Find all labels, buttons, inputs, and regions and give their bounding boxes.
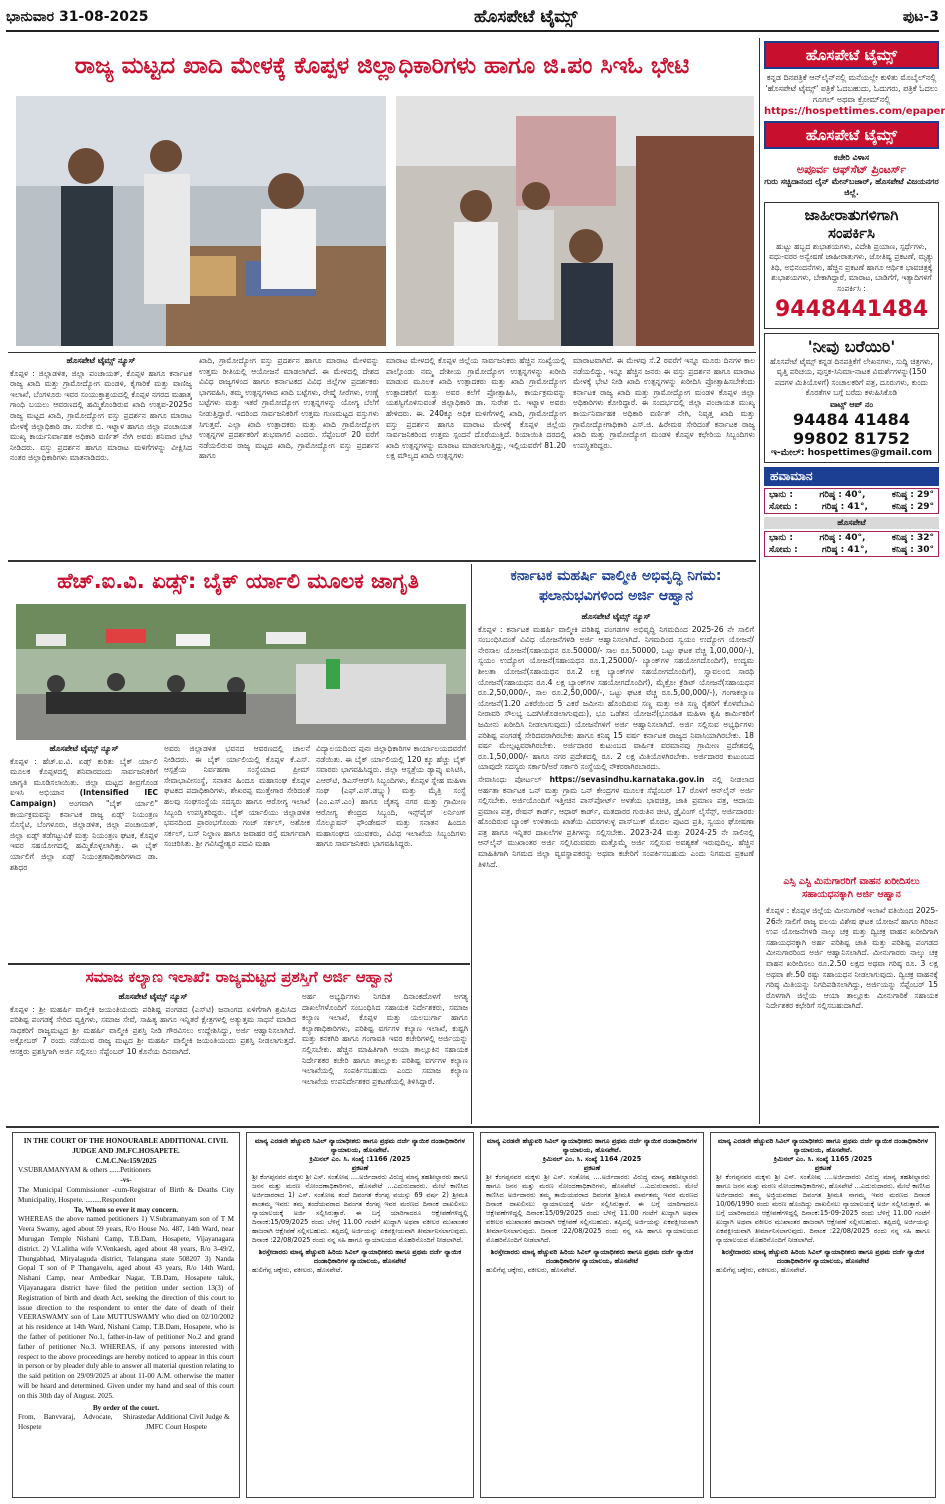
sidebar-ads-text: ಹುಟ್ಟು ಹಬ್ಬದ ಶುಭಾಶಯಗಳು, ವಿದೇಶಿ ಪ್ರಯಾಣ, ಸ್ಪರ್ಧೆಗಳು, ವಧು-ವರರ ಅನ್ವೇಷಣೆ ಜಾಹೀರಾತುಗಳು, ಜೋತಿಷ್ಯ ಪ್ರಕಟಣೆ, ಮೃತ್ಯು ತಿಥಿ, ಅಭಿನಂದನೆಗಳು, ಹೆಚ್ಚಿನ ಪ್ರಕಟಣೆ ಹಾಗೂ ಆರ್ಥಿಕ ಭಾವಚಿತ್ರಕ್ಕೆ ಶುಭಾಶಯಗಳು, ಬೇಕಾಗಿದ್ದಾರೆ, ಮಾರಾಟ, ಬಾಡಿಗೆಗೆ, ಇತ್ಯಾದಿಗಳಿಗೆ ಸಂಪರ್ಕಿಸಿ :	[769, 242, 934, 293]
sidebar-ads-box	[764, 202, 939, 329]
story1-column-1	[10, 356, 192, 556]
sidebar-phone-2[interactable]: 99802 81752	[793, 428, 910, 448]
sidebar-epaper-url[interactable]: https://hospettimes.com/epaper	[764, 106, 945, 117]
story1-column-4	[573, 356, 755, 556]
story3-text-2b: ನಲ್ಲಿ ನೀಡಲಾದ ಅರ್ಹತಾ ಕರ್ನಾಟಕ ಒನ್ ಮತ್ತು ಗ್ರಾಮ ಒನ್ ಕೇಂದ್ರಗಳ ಮೂಲಕ ಸೆಪ್ಟೆಂಬರ್ 17 ರೊಳಗೆ ಆನ್‌ಲೈನ್ ಅರ್ಜಿ ಸಲ್ಲಿಸಬೇಕು. ಅರ್ಜಿಯೊಂದಿಗೆ ಇತ್ತೀಚಿನ ಪಾಸ್‌ಪೋರ್ಟ್ ಅಳತೆಯ ಭಾವಚಿತ್ರ, ಜಾತಿ ಪ್ರಮಾಣ ಪತ್ರ, ಆದಾಯ ಪ್ರಮಾಣ ಪತ್ರ, ರೇಷನ್ ಕಾರ್ಡ್, ಆಧಾರ್ ಕಾರ್ಡ್, ಮತದಾರರ ಗುರುತಿನ ಚೀಟಿ, ಡ್ರೈವಿಂಗ್ ಲೈಸೆನ್ಸ್, ಅರ್ಜಿದಾರರು ಹೊಂದಿರುವ ಬ್ಯಾಂಕ್ ಉಳಿತಾಯ ಖಾತೆಯ ವಿವರಗಳುಳ್ಳ ಪಾಸ್‌ಬುಕ್ ಮೊದಲ ಪುಟದ ಪ್ರತಿ, ಸ್ವಯಂ ಘೋಷಣಾ ಪತ್ರ ಹಾಗೂ ಇನ್ನಿತರ ದಾಖಲೆಗಳ ಪ್ರತಿಗಳನ್ನು ಸಲ್ಲಿಸಬೇಕು. 2023-24 ಮತ್ತು 2024-25 ನೇ ಸಾಲಿನಲ್ಲಿ ಆನ್‌ಲೈನ್ ಮುಖಾಂತರ ಅರ್ಜಿ ಸಲ್ಲಿಸಿರುವವರು ಮತ್ತೊಮ್ಮೆ ಅರ್ಜಿ ಸಲ್ಲಿಸುವ ಅವಶ್ಯಕತೆ ಇರುವುದಿಲ್ಲ. ಹೆಚ್ಚಿನ ಮಾಹಿತಿಗಾಗಿ ನಿಗಮದ ಜಿಲ್ಲಾ ವ್ಯವಸ್ಥಾಪಕರನ್ನು ಅಥವಾ ಕಚೇರಿಗೆ ಸಂಪರ್ಕಿಸಬಹುದು ಎಂದು ನಿಗಮದ ಪ್ರಕಟಣೆ ತಿಳಿಸಿದೆ.	[478, 774, 754, 869]
notice-court-name: ಮಾನ್ಯ ಎರಡನೇ ಹೆಚ್ಚುವರಿ ಸಿವಿಲ್ ನ್ಯಾಯಾಧೀಶರು ಹಾಗೂ ಪ್ರಥಮ ದರ್ಜೆ ನ್ಯಾಯಿಕ ದಂಡಾಧಿಕಾರಿಗಳ ನ್ಯಾಯಾಲಯ, ಹೊಸಪೇಟೆ.	[254, 1137, 466, 1154]
notice-case-number: ಕ್ರಿಮಿನಲ್ ಎಂ. ಸಿ. ಸಂಖ್ಯೆ :1166 /2025	[309, 1155, 411, 1163]
sidebar	[764, 38, 945, 1123]
story3-body	[478, 612, 754, 1120]
kannada-notice-3	[710, 1132, 936, 1498]
weather-row	[765, 501, 938, 513]
story3-portal-label: ಸೇವಾಸಿಂಧು ಪೋರ್ಟಲ್	[478, 774, 542, 784]
notices-divider	[6, 1126, 939, 1128]
story4-text-1: ಕೊಪ್ಪಳ : ಶ್ರೀ ಮಹರ್ಷಿ ವಾಲ್ಮೀಕಿ ಜಯಂತಿಯಂದು ಪರಿಶಿಷ್ಟ ಪಂಗಡದ (ಎಸ್‌ಟಿ) ಜನಾಂಗದ ಏಳಿಗೆಗಾಗಿ ಶ್ರಮಿಸಿದ ಪರಿಶಿಷ್ಟ ಪಂಗಡಕ್ಕೆ ಸೇರಿದ ವ್ಯಕ್ತಿಗಳು, ಸಮಾಜ ಸೇವೆ, ಸಾಹಿತ್ಯ ಹಾಗೂ ಇನ್ನಿತರೆ ಕ್ಷೇತ್ರಗಳಲ್ಲಿ ಅತ್ಯುತ್ತಮ ಸಾಧನೆ ಮಾಡಿದ ಸಾಧಕರಿಗೆ ರಾಜ್ಯಮಟ್ಟದ ಶ್ರೀ ಮಹರ್ಷಿ ವಾಲ್ಮೀಕಿ ಪ್ರಶಸ್ತಿ ನೀಡಿ ಗೌರವಿಸಲು ಉದ್ದೇಶಿಸಿದ್ದು, ಅರ್ಜಿ ಆಹ್ವಾನಿಸಲಾಗಿದೆ. ಅಕ್ಟೋಬರ್ 7 ರಂದು ನಡೆಯುವ ರಾಜ್ಯ ಮಟ್ಟದ ಶ್ರೀ ಮಹರ್ಷಿ ವಾಲ್ಮೀಕಿ ಜಯಂತಿಯಂದು ಪ್ರಶಸ್ತಿ ನೀಡಲಾಗುತ್ತದೆ. ಆಸಕ್ತರು ಪ್ರಶಸ್ತಿಗಾಗಿ ಅರ್ಜಿ ಸಲ್ಲಿಸಲು ಸೆಪ್ಟೆಂಬರ್ 10 ಕೊನೆಯ ದಿನವಾಗಿದೆ.	[10, 1004, 296, 1056]
story3-portal-link[interactable]: https://sevasindhu.karnataka.gov.in	[549, 774, 705, 784]
kannada-notice-1	[246, 1132, 474, 1498]
story3-text-2	[478, 775, 754, 870]
notice-body: ಶ್ರೀ ಕೆಂಗಪ್ಪನವರ ಮಕ್ಕಳು ಶ್ರೀ ಎಸ್. ಸಂತೋಷ ....ಅರ್ಜಿದಾರರು ವಿರುದ್ಧ ಮಾನ್ಯ ತಹಶೀಲ್ದಾರರು ಹಾಗೂ ಜನನ ಮತ್ತು ಮರಣ ನೋಂದಣಾಧಿಕಾರಿಗಳು, ಹೊಸಪೇಟೆ ...ಎದುರುದಾರರು. ಮೇಲೆ ಕಾಣಿಸಿದ ಅರ್ಜಿದಾರರು ತಮ್ಮ ತಾಯಿಯವರಾದ ದಿವಂಗತ ಶ್ರೀಮತಿ ಪಾರ್ವತಮ್ಮ ಇವರ ಮರಣದ ದಿನಾಂಕ ದಾಖಲಿಸಲು ನ್ಯಾಯಾಲಯಕ್ಕೆ ಅರ್ಜಿ ಸಲ್ಲಿಸಿರುತ್ತಾರೆ. ಈ ಬಗ್ಗೆ ಯಾರಿಗಾದರೂ ಆಕ್ಷೇಪಣೆಗಳಿದ್ದಲ್ಲಿ ದಿನಾಂಕ:15/09/2025 ರಂದು ಬೆಳಿಗ್ಗೆ 11.00 ಗಂಟೆಗೆ ಖುದ್ದಾಗಿ ಅಥವಾ ವಕೀಲರ ಮುಖಾಂತರ ಹಾಜರಾಗಿ ಆಕ್ಷೇಪಣೆ ಸಲ್ಲಿಸಬಹುದು. ತಪ್ಪಿದಲ್ಲಿ ಅರ್ಜಿಯನ್ನು ಏಕಪಕ್ಷೀಯವಾಗಿ ತೀರ್ಮಾನಿಸಲಾಗುವುದು. ದಿನಾಂಕ :22/08/2025 ರಂದು ನನ್ನ ಸಹಿ ಹಾಗೂ ನ್ಯಾಯಾಲಯದ ಮೊಹರಿನೊಂದಿಗೆ ನೀಡಲಾಗಿದೆ.	[486, 1173, 698, 1244]
paper-name: ಹೊಸಪೇಟೆ ಟೈಮ್ಸ್	[473, 7, 578, 27]
sidebar-press-name: ಅಪೂರ್ವ ಆಫ್‌ಸೆಟ್ ಪ್ರಿಂಟರ್ಸ್	[796, 163, 907, 176]
notice-court-name: ಮಾನ್ಯ ಎರಡನೇ ಹೆಚ್ಚುವರಿ ಸಿವಿಲ್ ನ್ಯಾಯಾಧೀಶರು ಹಾಗೂ ಪ್ರಥಮ ದರ್ಜೆ ನ್ಯಾಯಿಕ ದಂಡಾಧಿಕಾರಿಗಳ ನ್ಯಾಯಾಲಯ, ಹೊಸಪೇಟೆ.	[486, 1137, 698, 1154]
kannada-notice-2	[480, 1132, 704, 1498]
notice-case-number: ಕ್ರಿಮಿನಲ್ ಎಂ. ಸಿ. ಸಂಖ್ಯೆ 1165 /2025	[773, 1155, 873, 1163]
weather-row	[765, 544, 938, 556]
story5-text: ಕೊಪ್ಪಳ : ಕೊಪ್ಪಳ ಜಿಲ್ಲೆಯ ಮೀನುಗಾರಿಕೆ ಇಲಾಖೆ ವತಿಯಿಂದ 2025-26ನೇ ಸಾಲಿಗೆ ರಾಜ್ಯ ವಲಯ ವಿಶೇಷ ಘಟಕ ಯೋಜನೆ ಹಾಗೂ ಗಿರಿಜನ ಉಪ ಯೋಜನೆಗಳಡಿ ನಾಲ್ಕು ಚಕ್ರ ಮತ್ತು ದ್ವಿಚಕ್ರ ವಾಹನ ಖರೀದಿಗಾಗಿ ಸಹಾಯಧನಕ್ಕಾಗಿ ಅರ್ಹ ಪರಿಶಿಷ್ಟ ಜಾತಿ ಮತ್ತು ಪರಿಶಿಷ್ಟ ಪಂಗಡದ ಮೀನುಗಾರರಿಂದ ಅರ್ಜಿ ಆಹ್ವಾನಿಸಲಾಗಿದೆ. ಮೀನುಗಾರರು ನಾಲ್ಕು ಚಕ್ರ ವಾಹನ ಖರೀದಿಸಲು ರೂ.2.50 ಲಕ್ಷದ ಅಥವಾ ಗರಿಷ್ಠ ರೂ. 3 ಲಕ್ಷ ಅಥವಾ ಶೇ.50 ರಷ್ಟು ಸಹಾಯಧನ ನೀಡಲಾಗುವುದು. ದ್ವಿಚಕ್ರ ವಾಹನಕ್ಕೆ ಗರಿಷ್ಠ ಮಿತಿಯನ್ನು ನಿಗದಿಪಡಿಸಲಾಗಿದ್ದು, ಅರ್ಜಿಯನ್ನು ಸೆಪ್ಟೆಂಬರ್ 15 ರೊಳಗಾಗಿ ಜಿಲ್ಲೆಯ ಆಯಾ ತಾಲ್ಲೂಕು ಮೀನುಗಾರಿಕೆ ಸಹಾಯಕ ನಿರ್ದೇಶಕರ ಕಛೇರಿಗೆ ಸಲ್ಲಿಸಬಹುದಾಗಿದೆ.	[766, 906, 938, 1011]
court-notice-to-whom: To, Whom so ever it may concern.	[73, 1205, 179, 1214]
sidebar-banner-2: ಹೊಸಪೇಟೆ ಟೈಮ್ಸ್	[764, 121, 939, 149]
story4-byline: ಹೊಸಪೇಟೆ ಟೈಮ್ಸ್ ನ್ಯೂಸ್	[118, 992, 188, 1001]
story2-photo-image	[16, 604, 466, 740]
story2-text-1	[10, 757, 158, 874]
weather-day: ಭಾನು :	[769, 532, 793, 543]
sidebar-banner-1: ಹೊಸಪೇಟೆ ಟೈಮ್ಸ್	[764, 41, 939, 69]
page-number: ಪುಟ-3	[902, 9, 939, 25]
story1-text-1: ಕೊಪ್ಪಳ : ಜಿಲ್ಲಾಡಳಿತ, ಜಿಲ್ಲಾ ಪಂಚಾಯತ್, ಕೊಪ್ಪಳ ಹಾಗೂ ಕರ್ನಾಟಕ ರಾಜ್ಯ ಖಾದಿ ಮತ್ತು ಗ್ರಾಮೋದ್ಯೋಗ ಮಂಡಳಿ, ಕೈಗಾರಿಕೆ ಮತ್ತು ವಾಣಿಜ್ಯ ಇಲಾಖೆ, ಬೆಂಗಳೂರು ಇವರ ಸಂಯುಕ್ತಾಶ್ರಯದಲ್ಲಿ ಕೊಪ್ಪಳ ನಗರದ ಮಹಾತ್ಮ ಗಾಂಧಿ ಬಯಲು ಆವರಣದಲ್ಲಿ ಹಮ್ಮಿಕೊಂಡಿರುವ ಖಾದಿ ಉತ್ಸವ-2025ರ ರಾಜ್ಯ ಮಟ್ಟದ ಖಾದಿ, ಗ್ರಾಮೋದ್ಯೋಗ ವಸ್ತು ಪ್ರದರ್ಶನ ಹಾಗೂ ಮಾರಾಟ ಮೇಳಕ್ಕೆ ಜಿಲ್ಲಾಧಿಕಾರಿ ಡಾ. ಸುರೇಶ ಬಿ. ಇಟ್ನಾಳ ಹಾಗೂ ಜಿಲ್ಲಾ ಪಂಚಾಯತ ಮುಖ್ಯ ಕಾರ್ಯನಿರ್ವಾಹಕ ಅಧಿಕಾರಿ ವರ್ಣಿತ್ ನೇಗಿ ಅವರು ಶನಿವಾರ ಭೇಟಿ ನೀಡಿದರು. ವಸ್ತು ಪ್ರದರ್ಶನ ಹಾಗೂ ಮಾರಾಟ ಮಳಿಗೆಗಳನ್ನು ವೀಕ್ಷಿಸಿದ ನಂತರ ಜಿಲ್ಲಾಧಿಕಾರಿಗಳು ಮಾತನಾಡಿದರು.	[10, 368, 192, 463]
weather-block-1	[764, 488, 939, 514]
weather-min: ಕನಿಷ್ಠ : 29°	[891, 489, 934, 500]
issue-date: ಭಾನುವಾರ 31-08-2025	[6, 9, 149, 25]
story4-text-2: ಅರ್ಹ ಅಭ್ಯರ್ಥಿಗಳು ನಿಗದಿತ ದಿನಾಂಕದೊಳಗೆ ಅಗತ್ಯ ದಾಖಲೆಗಳೊಂದಿಗೆ ಸಂಬಂಧಿಸಿದ ಸಹಾಯಕ ನಿರ್ದೇಶಕರು, ಸಮಾಜ ಕಲ್ಯಾಣ ಇಲಾಖೆ, ಕೊಪ್ಪಳ ಮತ್ತು ಯಲಬುರ್ಗಾ ಹಾಗೂ ಕಲ್ಯಾಣಾಧಿಕಾರಿಗಳು, ಪರಿಶಿಷ್ಟ ವರ್ಗಗಳ ಕಲ್ಯಾಣ ಇಲಾಖೆ, ಕುಷ್ಟಗಿ ಮತ್ತು ಕನಕಗಿರಿ ಹಾಗೂ ಗಂಗಾವತಿ ಇವರ ಕಚೇರಿಗಳಲ್ಲಿ ಅರ್ಜಿಯನ್ನು ಸಲ್ಲಿಸಬೇಕು. ಹೆಚ್ಚಿನ ಮಾಹಿತಿಗಾಗಿ ಆಯಾ ತಾಲ್ಲೂಕಿನ ಸಹಾಯಕ ನಿರ್ದೇಶಕರ ಕಚೇರಿ ಹಾಗೂ ತಾಲ್ಲೂಕು ಪರಿಶಿಷ್ಟ ವರ್ಗಗಳ ಕಲ್ಯಾಣ ಇಲಾಖೆಯಲ್ಲಿ ಸಂಪರ್ಕಿಸಬಹುದು ಎಂದು ಸಮಾಜ ಕಲ್ಯಾಣ ಇಲಾಖೆಯ ಉಪನಿರ್ದೇಶಕರ ಪ್ರಕಟಣೆಯಲ್ಲಿ ತಿಳಿಸಿದ್ದಾರೆ.	[302, 992, 468, 1086]
story1-photo-right	[396, 96, 754, 346]
court-notice-case-number: C.M.C.No:159/2025	[95, 1156, 157, 1165]
notice-from: ಹುಲಿಗೆಪ್ಪ ಚಕ್ಕೇರು, ವಕೀಲರು, ಹೊಸಪೇಟೆ.	[716, 1266, 807, 1274]
story2-text-3: ವಿದ್ಯಾಲಯದಿಂದ ಪುನಃ ಜಿಲ್ಲಾಧಿಕಾರಿಗಳ ಕಾರ್ಯಾಲಯದವರೆಗೆ ನಡೆಯಿತು. ಈ ಬೈಕ್ ರ್ಯಾಲಿಯಲ್ಲಿ 120 ಕ್ಕೂ ಹೆಚ್ಚು ಬೈಕ್ ಸವಾರರು ಭಾಗವಹಿಸಿದ್ದರು. ಜಿಲ್ಲಾ ಆಸ್ಪತ್ರೆಯ ಡ್ಯಾಪ್ಕು ಐಸಿಟಿಸಿ, ಎಆರ್‌ಟಿ, ಡಿಎಸ್‌ಆರ್‌ಸಿ ಸಿಬ್ಬಂದಿಗಳು, ಕೊಪ್ಪಳ ಸ್ನೇಹ ಮಹಿಳಾ ಸಂಘ (ಎಫ್.ಎಸ್.ಡಬ್ಲ್ಯು) ಮತ್ತು ಮೈತ್ರಿ ಸಂಸ್ಥೆ (ಎಂ.ಎಸ್.ಎಂ) ಹಾಗೂ ಚೈತನ್ಯ ನಗರ ಮತ್ತು ಗ್ರಾಮೀಣ ಆರೋಗ್ಯ ಕೇಂದ್ರದ ಸಿಬ್ಬಂದಿ, ಇನ್ಸ್‌ಪೈರ್ ಲರ್ನಿಂಗ್ ಸೊಲ್ಯೂಷನ್ ಫೌಂಡೇಷನ್ ಮತ್ತು ಸನಾತನ ಹಿಂದೂ ಮಹಾಸಂಘದ ಯುವಕರು, ವಿವಿಧ ಇಲಾಖೆಯ ಸಿಬ್ಬಂದಿಗಳು ಹಾಗೂ ಸಾರ್ವಜನಿಕರು ಭಾಗವಹಿಸಿದ್ದರು.	[316, 744, 466, 849]
story2-story3-divider	[471, 564, 472, 1124]
weather-title: ಹವಾಮಾನ	[764, 467, 939, 486]
story1-text-4: ಮಾರಾಟವಾಗಿವೆ. ಈ ಮೇಳವು ಸೆ.2 ರವರೆಗೆ ಇನ್ನೂ ಮೂರು ದಿನಗಳ ಕಾಲ ನಡೆಯಲಿದ್ದು, ಇನ್ನೂ ಹೆಚ್ಚಿನ ಜನರು ಈ ವಸ್ತು ಪ್ರದರ್ಶನ ಹಾಗೂ ಮಾರಾಟ ಮೇಳಕ್ಕೆ ಭೇಟಿ ನೀಡಿ ಖಾದಿ ಉತ್ಪನ್ನಗಳನ್ನು ಖರೀದಿಸಿ ಪ್ರೋತ್ಸಾಹಿಸಬೇಕೆಂದು ಕರ್ನಾಟಕ ರಾಜ್ಯ ಖಾದಿ ಮತ್ತು ಗ್ರಾಮೋದ್ಯೋಗ ಮಂಡಳಿ ಕೊಪ್ಪಳ ಜಿಲ್ಲಾ ಅಧಿಕಾರಿಗಳು ಕೋರಿದ್ದಾರೆ. ಈ ಸಂದರ್ಭದಲ್ಲಿ ಜಿಲ್ಲಾ ಪಂಚಾಯತ ಮುಖ್ಯ ಕಾರ್ಯನಿರ್ವಾಹಕ ಅಧಿಕಾರಿ ವರ್ಣಿತ್ ನೇಗಿ, ನಿವೃತ್ತ ಖಾದಿ ಮತ್ತು ಗ್ರಾಮೋದ್ಯೋಗಾಧಿಕಾರಿ ಎಸ್.ಜಿ. ಹಿರೇಮಠ ಸೇರಿದಂತೆ ಕರ್ನಾಟಕ ರಾಜ್ಯ ಖಾದಿ ಮತ್ತು ಗ್ರಾಮೋದ್ಯೋಗ ಮಂಡಳಿ ಕೊಪ್ಪಳ ಕಛೇರಿಯ ಸಿಬ್ಬಂದಿಗಳು ಉಪಸ್ಥಿತರಿದ್ದರು.	[573, 356, 755, 450]
sidebar-neevu-title: 'ನೀವು ಬರೆಯಿರಿ'	[807, 337, 896, 357]
story1-rule	[8, 352, 756, 353]
story4-headline: ಸಮಾಜ ಕಲ್ಯಾಣ ಇಲಾಖೆ: ರಾಜ್ಯಮಟ್ಟದ ಪ್ರಶಸ್ತಿಗೆ ಅರ್ಜಿ ಆಹ್ವಾನ	[85, 968, 393, 986]
notice-from: ಹುಲಿಗೆಪ್ಪ ಚಕ್ಕೇರು, ವಕೀಲರು, ಹೊಸಪೇಟೆ.	[486, 1266, 577, 1274]
sidebar-neevu-text: ಹೊಸಪೇಟೆ ಟೈಮ್ಸ್ ಕನ್ನಡ ದಿನಪತ್ರಿಕೆಗೆ ಲೇಖನಗಳು, ಸುದ್ದಿ ಚಿತ್ರಗಳು, ವೃತ್ತಿ ಪರಿಚಯ, ಪುಸ್ತಕ-ಸಿನಿಮಾ-ನಾಟಕ ವಿಮರ್ಶೆಗಳನ್ನು(150 ಪದಗಳ ಮಿತಿಯೊಳಗೆ) ಸಂಚಾಲಕರಿಗೆ ಪತ್ರ, ದೂರುಗಳು, ಕುಂದು ಕೊರತೆಗಳ ಬಗ್ಗೆ ಬರೆದು ಕಳುಹಿಸಿಕೊಡಿ	[770, 357, 933, 398]
story5-headline: ಎಸ್ಸಿ ಎಸ್ಟಿ ಮಿನುಗಾರರಿಗೆ ವಾಹನ ಖರೀದಿಸಲು ಸಹಾಯಧನಕ್ಕಾಗಿ ಅರ್ಜಿ ಆಹ್ವಾನ	[783, 876, 920, 900]
story1-text-2: ಖಾದಿ, ಗ್ರಾಮೋದ್ಯೋಗ ವಸ್ತು ಪ್ರದರ್ಶನ ಹಾಗೂ ಮಾರಾಟ ಮೇಳವನ್ನು ಉತ್ತಮ ರೀತಿಯಲ್ಲಿ ಆಯೋಜನೆ ಮಾಡಲಾಗಿದೆ. ಈ ಮೇಳದಲ್ಲಿ ದೇಶದ ವಿವಿಧ ರಾಜ್ಯಗಳಿಂದ ಹಾಗೂ ಕರ್ನಾಟಕದ ವಿವಿಧ ಜಿಲ್ಲೆಗಳ ಪ್ರದರ್ಶಕರು ಭಾಗವಹಿಸಿ, ತಮ್ಮ ಉತ್ಪನ್ನಗಳಾದ ಖಾದಿ ಬಟ್ಟೆಗಳು, ರೇಷ್ಮೆ ಸೀರೆಗಳು, ಉಣ್ಣೆ ಬಟ್ಟೆಗಳು ಮತ್ತು ಇತರೆ ಗ್ರಾಮೋದ್ಯೋಗ ಉತ್ಪನ್ನಗಳನ್ನು ಯೋಗ್ಯ ಬೆಲೆಗೆ ನೀಡುತ್ತಿದ್ದಾರೆ. ಇದರಿಂದ ಸಾರ್ವಜನಿಕರಿಗೆ ಉತ್ತಮ ಗುಣಮಟ್ಟದ ವಸ್ತುಗಳು ಸಿಗುತ್ತವೆ. ಎಲ್ಲಾ ಖಾದಿ ಉತ್ಪಾದಕರು ಮತ್ತು ಖಾದಿ ಗ್ರಾಮೋದ್ಯೋಗ ಉತ್ಪನ್ನಗಳ ಪ್ರದರ್ಶಕರಿಗೆ ಶುಭವಾಗಲಿ ಎಂದರು. ಸೆಪ್ಟೆಂಬರ್ 20 ವರೆಗೆ ನಡೆಯಲಿರುವ ರಾಜ್ಯ ಮಟ್ಟದ ಖಾದಿ, ಗ್ರಾಮೋದ್ಯೋಗ ವಸ್ತು ಪ್ರದರ್ಶನ ಹಾಗೂ	[199, 356, 379, 461]
sidebar-epaper-intro: ಕನ್ನಡ ದಿನಪತ್ರಿಕೆ ಆನ್‌ಲೈನ್‌ನಲ್ಲಿ ಮನೆಯಲ್ಲೇ ಕುಳಿತು ಮೊಬೈಲ್‌ನಲ್ಲಿ 'ಹೊಸಪೇಟೆ ಟೈಮ್ಸ್' ಪತ್ರಿಕೆ ಓದಬಹುದು, ಓದುಗರು, ಪತ್ರಿಕೆ ಓದಲು ಗೂಗಲ್ ಅಥವಾ ಕ್ರೋಮ್‌ನಲ್ಲಿ	[765, 73, 938, 104]
story1-column-2	[199, 356, 379, 556]
story1-column-3	[386, 356, 566, 556]
weather-day: ಸೋಮ :	[769, 544, 798, 555]
notice-body: ಶ್ರೀ ಕೆಂಗಪ್ಪನವರ ಮಕ್ಕಳು ಶ್ರೀ ಎಸ್. ಸಂತೋಷ ....ಅರ್ಜಿದಾರರು ವಿರುದ್ಧ ಮಾನ್ಯ ತಹಶೀಲ್ದಾರರು ಹಾಗೂ ಜನನ ಮತ್ತು ಮರಣ ನೋಂದಣಾಧಿಕಾರಿಗಳು, ಹೊಸಪೇಟೆ ...ಎದುರುದಾರರು. ಮೇಲೆ ಕಾಣಿಸಿದ ಅರ್ಜಿದಾರರಾದ 1) ಎಸ್. ಸಂತೋಷ ತಂದೆ ದಿವಂಗತ ಕೆಂಗಪ್ಪ ವಯಸ್ಸು 69 ವರ್ಷ 2) ಶ್ರೀಮತಿ ಶಾಂತಮ್ಮ ಇವರು ತಮ್ಮ ತಂದೆಯವರಾದ ದಿವಂಗತ ಕೆಂಗಪ್ಪ ಇವರ ಮರಣದ ದಿನಾಂಕ ದಾಖಲಿಸಲು ನ್ಯಾಯಾಲಯಕ್ಕೆ ಅರ್ಜಿ ಸಲ್ಲಿಸಿರುತ್ತಾರೆ. ಈ ಬಗ್ಗೆ ಯಾರಿಗಾದರೂ ಆಕ್ಷೇಪಣೆಗಳಿದ್ದಲ್ಲಿ ದಿನಾಂಕ:15/09/2025 ರಂದು ಬೆಳಿಗ್ಗೆ 11.00 ಗಂಟೆಗೆ ಖುದ್ದಾಗಿ ಅಥವಾ ವಕೀಲರ ಮುಖಾಂತರ ಹಾಜರಾಗಿ ಆಕ್ಷೇಪಣೆ ಸಲ್ಲಿಸಬಹುದು. ತಪ್ಪಿದಲ್ಲಿ ಅರ್ಜಿಯನ್ನು ಏಕಪಕ್ಷೀಯವಾಗಿ ತೀರ್ಮಾನಿಸಲಾಗುವುದು. ದಿನಾಂಕ :22/08/2025 ರಂದು ನನ್ನ ಸಹಿ ಹಾಗೂ ನ್ಯಾಯಾಲಯದ ಮೊಹರಿನೊಂದಿಗೆ ನೀಡಲಾಗಿದೆ.	[252, 1173, 468, 1244]
weather-max: ಗರಿಷ್ಠ : 41°,	[821, 501, 868, 512]
notice-tagline: ಪ್ರಕಟಣೆ	[814, 1164, 832, 1172]
weather-row	[765, 532, 938, 544]
court-notice-body: WHEREAS the above named petitioners 1) V.Subramanyam son of T M Veera Swamy, aged about 59 years, R/o House No. 487, 14th Ward, near Murugan Temple Nishani Camp, T.B.Dam, Hosapete, Vijayanagara district. 2) V.Lalitha wife V.Venkaesh, aged about 48 years, R/o 3-49/2, Thungabhad, Miryalaguda district, Telangana state 508207 3) Nanda Gopal T son of P Thangavelu, aged about 43 years, R/o 14th Ward, Nishani Camp, near Ambedkar Nagar, T.B.Dam, Hosapete taluk, Vijayanagara district have filed the petition under section 13(3) of Registration of birth and death Act, seeking the direction of this court to issue direction to the respondent to enter the date of death of their VEERASWAMY son of Late MUTTUSWAMY who died on 02/10/2002 at his residence at 14th Ward, Nishani Camp, T.B.Dam, Hosapete, who is the father of petitioner No.1, father-in-law of petitioner No.2 and grand father of petitioner No.3. WHEREAS, if any persons interested with respect to the above proceedings are hereby noticed to appear in this court in person or by pleader duly able to answer all material question relating to the said petition on 29/09/2025 at about 11-00 A.M. otherwise the matter will be heard and determined. Given under my hand and seal of this court on this 30th day of August. 2025.	[18, 1215, 234, 1400]
story1-photo-right-image	[396, 96, 754, 346]
sidebar-ads-phone[interactable]: 9448441484	[774, 297, 929, 323]
story2-byline: ಹೊಸಪೇಟೆ ಟೈಮ್ಸ್ ನ್ಯೂಸ್	[49, 744, 119, 753]
sidebar-ads-contact: ಸಂಪರ್ಕಿಸಿ	[828, 224, 875, 242]
story1-byline: ಹೊಸಪೇಟೆ ಟೈಮ್ಸ್ ನ್ಯೂಸ್	[66, 356, 136, 365]
story2-column-1	[10, 744, 158, 960]
weather-row	[765, 489, 938, 501]
court-notice-shirastedar: Shirastedar Additional Civil Judge & JMFC Court Hospete	[122, 1413, 230, 1432]
court-notice-petitioner: V.SUBRAMANYAM & others ......Petitioners	[18, 1166, 151, 1175]
weather-max: ಗರಿಷ್ಠ : 40°,	[819, 489, 866, 500]
story3-text-1: ಕೊಪ್ಪಳ : ಕರ್ನಾಟಕ ಮಹರ್ಷಿ ವಾಲ್ಮೀಕಿ ಪರಿಶಿಷ್ಟ ಪಂಗಡಗಳ ಅಭಿವೃದ್ಧಿ ನಿಗಮದಿಂದ 2025-26 ನೇ ಸಾಲಿಗೆ ಸಂಬಂಧಿಸಿದಂತೆ ವಿವಿಧ ಯೋಜನೆಗಳಡಿ ಅರ್ಜಿ ಆಹ್ವಾನಿಸಲಾಗಿದೆ. ನಿಗಮದಿಂದ ಸ್ವಯಂ ಉದ್ಯೋಗ ಯೋಜನೆ/ನೇರಸಾಲ ಯೋಜನೆ(ಸಹಾಯಧನ ರೂ.50000/- ಸಾಲ ರೂ.50000, ಒಟ್ಟು ಘಟಕ ವೆಚ್ಚ 1,00,000/-), ಸ್ವಯಂ ಉದ್ಯೋಗ ಯೋಜನೆ(ಸಹಾಯಧನ ರೂ.1,25000/- ಬ್ಯಾಂಕ್‌ಗಳ ಸಹಯೋಗದೊಂದಿಗೆ), ಉದ್ಯಮ ಶೀಲತಾ ಯೋಜನೆ(ಸಹಾಯಧನ ರೂ.2 ಲಕ್ಷ ಬ್ಯಾಂಕ್‌ಗಳ ಸಹಯೋಗದೊಂದಿಗೆ), ಸ್ವಾವಲಂಬಿ ಸಾರಥಿ ಯೋಜನೆ(ಸಹಾಯಧನ ರೂ.4 ಲಕ್ಷ ಬ್ಯಾಂಕ್‌ಗಳ ಸಹಯೋಗದೊಂದಿಗೆ), ಮೈಕ್ರೋ ಕ್ರೆಡಿಟ್ ಯೋಜನೆ(ಸಹಾಯಧನ ರೂ.2,50,000/-, ಸಾಲ ರೂ.2,50,000/-, ಒಟ್ಟು ಘಟಕ ವೆಚ್ಚ ರೂ.5,00,000/-), ಗಂಗಾಕಲ್ಯಾಣ ಯೋಜನೆ(1.20 ಎಕರೆಯಿಂದ 5 ಎಕರೆ ಜಮೀನು ಹೊಂದಿರುವ ಸಣ್ಣ ಮತ್ತು ಅತಿ ಸಣ್ಣ ರೈತರಿಗೆ ಕೊಳವೆಬಾವಿ ನೀರಾವರಿ ಸೌಲಭ್ಯ ಒದಗಿಸಿಕೊಡಲಾಗುವುದು), ಭೂ ಒಡೆತನ ಯೋಜನೆ(ಭೂರಹಿತ ಮಹಿಳಾ ಕೃಷಿ ಕಾರ್ಮಿಕರಿಗೆ ಜಮೀನು ಖರೀದಿಸಿ ನೀಡಲಾಗುವುದು) ಯೋಜನೆಗಳಿಗೆ ಅರ್ಜಿ ಆಹ್ವಾನಿಸಲಾಗಿದೆ. ಅರ್ಜಿ ಸಲ್ಲಿಸುವ ಅಭ್ಯರ್ಥಿಗಳು ಪರಿಶಿಷ್ಟ ಪಂಗಡಕ್ಕೆ ಸೇರಿದವರಾಗಿರಬೇಕು ಹಾಗೂ ಕನಿಷ್ಠ 15 ವರ್ಷ ಕರ್ನಾಟಕ ರಾಜ್ಯದ ನಿವಾಸಿಯಾಗಿರಬೇಕು. 18 ವರ್ಷ ಮೇಲ್ಪಟ್ಟವರಾಗಿರಬೇಕು. ಅರ್ಜಿದಾರರ ಕುಟುಂಬದ ವಾರ್ಷಿಕ ವರಮಾನವು ಗ್ರಾಮೀಣ ಪ್ರದೇಶದಲ್ಲಿ ರೂ.1,50,000/- ಹಾಗೂ ನಗರ ಪ್ರದೇಶದಲ್ಲಿ ರೂ. 2 ಲಕ್ಷ ಮಿತಿಯೊಳಗಿರಬೇಕು. ಅರ್ಜಿದಾರರ ಕುಟುಂಬದ ಯಾವುದೇ ಸದಸ್ಯರು ಸರ್ಕಾರಿ/ಅರೆ ಸರ್ಕಾರಿ ಸಂಸ್ಥೆಯಲ್ಲಿ ನೌಕರರಾಗಿರಬಾರದು.	[478, 624, 754, 772]
weather-min: ಕನಿಷ್ಠ : 29°	[891, 501, 934, 512]
sidebar-ads-title: ಜಾಹೀರಾತುಗಳಿಗಾಗಿ	[804, 206, 899, 224]
masthead	[6, 4, 939, 32]
weather-min: ಕನಿಷ್ಠ : 32°	[891, 532, 934, 543]
sidebar-whatsapp-label: ವಾಟ್ಸ್ ಆಪ್ ನಂ	[829, 399, 874, 409]
notice-case-number: ಕ್ರಿಮಿನಲ್ ಎಂ. ಸಿ. ಸಂಖ್ಯೆ 1164 /2025	[542, 1155, 642, 1163]
story1-headline: ರಾಜ್ಯ ಮಟ್ಟದ ಖಾದಿ ಮೇಳಕ್ಕೆ ಕೊಪ್ಪಳ ಜಿಲ್ಲಾಧಿಕಾರಿಗಳು ಹಾಗೂ ಜಿ.ಪಂ ಸಿಇಓ ಭೇಟಿ	[74, 53, 690, 79]
story1-photo-left-image	[16, 96, 386, 346]
story1-photo-left	[16, 96, 386, 346]
story2-photo	[16, 604, 466, 740]
story2-column-2	[164, 744, 310, 960]
section-divider-1	[8, 560, 756, 562]
court-notice-english	[12, 1132, 240, 1498]
notice-footer: ಶಿರಸ್ತೇದಾರರು ಮಾನ್ಯ ಹೆಚ್ಚುವರಿ ಹಿರಿಯ ಸಿವಿಲ್ ನ್ಯಾಯಾಧೀಶರು ಹಾಗೂ ಪ್ರಥಮ ದರ್ಜೆ ನ್ಯಾಯಿಕ ದಂಡಾಧಿಕಾರಿಗಳ ನ್ಯಾಯಾಲಯ, ಹೊಸಪೇಟೆ	[721, 1248, 925, 1265]
weather-day: ಸೋಮ :	[769, 501, 798, 512]
court-notice-signature-row	[18, 1413, 234, 1433]
story4-column-1	[10, 992, 296, 1122]
notice-tagline: ಪ್ರಕಟಣೆ	[351, 1164, 369, 1172]
story3-headline: ಕರ್ನಾಟಕ ಮಹರ್ಷಿ ವಾಲ್ಮೀಕಿ ಅಭಿವೃದ್ಧಿ ನಿಗಮ: ಫಲಾನುಭವಿಗಳಿಂದ ಅರ್ಜಿ ಆಹ್ವಾನ	[510, 568, 722, 604]
story1-text-3: ಮಾರಾಟ ಮೇಳದಲ್ಲಿ ಕೊಪ್ಪಳ ಜಿಲ್ಲೆಯ ಸಾರ್ವಜನಿಕರು ಹೆಚ್ಚಿನ ಸಂಖ್ಯೆಯಲ್ಲಿ ಪಾಲ್ಗೊಂಡು ನಮ್ಮ ದೇಶೀಯ ಗ್ರಾಮೋದ್ಯೋಗ ಉತ್ಪನ್ನಗಳನ್ನು ಖರೀದಿ ಮಾಡುವ ಮೂಲಕ ಖಾದಿ ಉತ್ಪಾದಕರು ಮತ್ತು ಖಾದಿ ಗ್ರಾಮೋದ್ಯೋಗ ಉತ್ಪಾದಕರಿಗೆ ಮತ್ತು ಅವರ ಕಲೆಗೆ ಪ್ರೋತ್ಸಾಹಿಸಿ, ಕಾರ್ಯಕ್ರಮವನ್ನು ಯಶಸ್ವಿಗೊಳಿಸುವಂತೆ ಜಿಲ್ಲಾಧಿಕಾರಿ ಡಾ. ಸುರೇಶ ಬಿ. ಇಟ್ನಾಳ ಅವರು ಹೇಳಿದರು. ಈ. 240ಕ್ಕೂ ಅಧಿಕ ಮಳಿಗೆಗಳಲ್ಲಿ ಖಾದಿ, ಗ್ರಾಮೋದ್ಯೋಗ ವಸ್ತು ಪ್ರದರ್ಶನ ಹಾಗೂ ಮಾರಾಟ ಮೇಳಕ್ಕೆ ಕೊಪ್ಪಳ ಜಿಲ್ಲೆಯ ಸಾರ್ವಜನಿಕರಿಂದ ಉತ್ತಮ ಸ್ಪಂದನೆ ದೊರೆಯುತ್ತಿದೆ. ರಿಯಾಯಿತಿ ದರದಲ್ಲಿ ಖಾದಿ ಉತ್ಪನ್ನಗಳನ್ನು ಮಾರಾಟ ಮಾಡಲಾಗುತ್ತಿದ್ದು, ಇಲ್ಲಿಯವರೆಗೆ 81.20 ಲಕ್ಷ ಮೌಲ್ಯದ ಖಾದಿ ಉತ್ಪನ್ನಗಳು	[386, 356, 566, 461]
notice-footer: ಶಿರಸ್ತೇದಾರರು ಮಾನ್ಯ ಹೆಚ್ಚುವರಿ ಹಿರಿಯ ಸಿವಿಲ್ ನ್ಯಾಯಾಧೀಶರು ಹಾಗೂ ಪ್ರಥಮ ದರ್ಜೆ ನ್ಯಾಯಿಕ ದಂಡಾಧಿಕಾರಿಗಳ ನ್ಯಾಯಾಲಯ, ಹೊಸಪೇಟೆ	[258, 1248, 462, 1265]
court-notice-by-order: By order of the court.	[92, 1403, 160, 1412]
story2-headline: ಹೆಚ್.ಐ.ವಿ. ಏಡ್ಸ್: ಬೈಕ್ ರ್ಯಾಲಿ ಮೂಲಕ ಜಾಗೃತಿ	[57, 569, 419, 593]
story2-text-1c: ಅಂಗವಾಗಿ "ಬೈಕ್ ರ್ಯಾಲಿ" ಕಾರ್ಯಕ್ರಮವನ್ನು ಕರ್ನಾಟಕ ರಾಜ್ಯ ಏಡ್ಸ್ ನಿಯಂತ್ರಣ ಸೊಸೈಟಿ, ಬೆಂಗಳೂರು, ಜಿಲ್ಲಾಡಳಿತ, ಜಿಲ್ಲಾ ಪಂಚಾಯತ್, ಜಿಲ್ಲಾ ಏಡ್ಸ್ ತಡೆಗಟ್ಟುವಿಕೆ ಮತ್ತು ನಿಯಂತ್ರಣ ಘಟಕ, ಕೊಪ್ಪಳ ಇವರ ಸಹಯೋಗದಲ್ಲಿ ಹಮ್ಮಿಕೊಳ್ಳಲಾಗಿತ್ತು. ಈ ಬೈಕ್ ರ್ಯಾಲಿಗೆ ಜಿಲ್ಲಾ ಏಡ್ಸ್ ನಿಯಂತ್ರಣಾಧಿಕಾರಿಗಳಾದ ಡಾ. ಶಶಿಧರ	[10, 798, 158, 872]
section-divider-2	[8, 963, 470, 965]
sidebar-phone-1[interactable]: 94484 41484	[793, 409, 910, 429]
weather-block-2	[764, 531, 939, 557]
story2-text-2: ಅವರು ಜಿಲ್ಲಾಡಳಿತ ಭವನದ ಆವರಣದಲ್ಲಿ ಚಾಲನೆ ನೀಡಿದರು. ಈ ಬೈಕ್ ರ್ಯಾಲಿಯಲ್ಲಿ ಕೊಪ್ಪಳ ಕೆ.ಎಸ್. ಆಸ್ಪತ್ರೆಯ ನಿರ್ವಹಣಾ ಸಂಸ್ಥೆಯಾದ ಪ್ರೀಮ್ ಸೇವಾಭಾವೀಸಂಸ್ಥೆ, ಸನಾತನ ಹಿಂದೂ ಮಹಾಸಂಘ ಕೊಪ್ಪಳ ಘಟಕದ ಪದಾಧಿಕಾರಿಗಳು, ಶೇಖರಪ್ಪ ಮುತ್ತೇಗಾರ ಸೇರಿದಂತೆ ಹಲವು ಸಂಘಸಂಸ್ಥೆಯ ಸದಸ್ಯರು ಹಾಗೂ ಆರೋಗ್ಯ ಇಲಾಖೆ ಸಿಬ್ಬಂದಿ ಉಪಸ್ಥಿತರಿದ್ದರು. ಬೈಕ್ ರ್ಯಾಲಿಯು ಜಿಲ್ಲಾಡಳಿತ ಭವನದಿಂದ ಪ್ರಾರಂಭಗೊಂಡು ಗಂಜ್ ಸರ್ಕಲ್, ಅಶೋಕ ಸರ್ಕಲ್, ಬಸ್ ನಿಲ್ದಾಣ ಹಾಗೂ ಜವಾಹರ ರಸ್ತೆ ಮಾರ್ಗವಾಗಿ ಸಂಚರಿಸಿತು. ಶ್ರೀ ಗವಿಸಿದ್ದೇಶ್ವರ ಪದವಿ ಮಹಾ	[164, 744, 310, 849]
sidebar-divider	[759, 38, 760, 1124]
weather-day: ಭಾನು :	[769, 489, 793, 500]
weather-city-label: ಹೊಸಪೇಟೆ	[764, 517, 939, 529]
story2-text-1a: ಕೊಪ್ಪಳ : ಹೆಚ್.ಐ.ವಿ. ಏಡ್ಸ್ ಕುರಿತು ಬೈಕ್ ರ್ಯಾಲಿ ಮೂಲಕ ಕೊಪ್ಪಳದಲ್ಲಿ ಶನಿವಾರದಂದು ಸಾರ್ವಜನಿಕರಿಗೆ ಜಾಗೃತಿ ಮೂಡಿಸಲಾಯಿತು. ಜಿಲ್ಲಾ ಮಟ್ಟದ ತೀವ್ರಗೊಂಡ ಐಇಸಿ ಅಭಿಯಾನ	[10, 756, 158, 798]
weather-max: ಗರಿಷ್ಠ : 40°,	[819, 532, 866, 543]
story3-byline: ಹೊಸಪೇಟೆ ಟೈಮ್ಸ್ ನ್ಯೂಸ್	[581, 612, 651, 621]
story2-column-3	[316, 744, 466, 960]
sidebar-email[interactable]: hospettimes@gmail.com	[807, 447, 932, 458]
weather-max: ಗರಿಷ್ಠ : 41°,	[821, 544, 868, 555]
court-notice-respondent: The Municipal Commissioner -cum-Registrar of Birth & Deaths City Municipality, Hospete. .........Respondent	[18, 1185, 234, 1204]
notice-tagline: ಪ್ರಕಟಣೆ	[583, 1164, 601, 1172]
notice-from: ಹುಲಿಗೆಪ್ಪ ಚಕ್ಕೇರು, ವಕೀಲರು, ಹೊಸಪೇಟೆ.	[252, 1266, 343, 1274]
weather-min: ಕನಿಷ್ಠ : 30°	[891, 544, 934, 555]
court-notice-from: From, Banvvaraj, Advocate, Hospete	[18, 1413, 113, 1432]
sidebar-office-label: ಕಚೇರಿ ವಿಳಾಸ	[833, 153, 870, 162]
notice-court-name: ಮಾನ್ಯ ಎರಡನೇ ಹೆಚ್ಚುವರಿ ಸಿವಿಲ್ ನ್ಯಾಯಾಧೀಶರು ಹಾಗೂ ಪ್ರಥಮ ದರ್ಜೆ ನ್ಯಾಯಿಕ ದಂಡಾಧಿಕಾರಿಗಳ ನ್ಯಾಯಾಲಯ, ಹೊಸಪೇಟೆ.	[717, 1137, 929, 1154]
notice-footer: ಶಿರಸ್ತೇದಾರರು ಮಾನ್ಯ ಹೆಚ್ಚುವರಿ ಹಿರಿಯ ಸಿವಿಲ್ ನ್ಯಾಯಾಧೀಶರು ಹಾಗೂ ಪ್ರಥಮ ದರ್ಜೆ ನ್ಯಾಯಿಕ ದಂಡಾಧಿಕಾರಿಗಳ ನ್ಯಾಯಾಲಯ, ಹೊಸಪೇಟೆ	[490, 1248, 694, 1265]
sidebar-neevu-box	[764, 333, 939, 463]
sidebar-email-label: ಇ-ಮೇಲ್:	[771, 447, 805, 458]
notice-body: ಶ್ರೀ ಕೆಂಗಪ್ಪನವರ ಮಕ್ಕಳು ಶ್ರೀ ಎಸ್. ಸಂತೋಷ ....ಅರ್ಜಿದಾರರು ವಿರುದ್ಧ ಮಾನ್ಯ ತಹಶೀಲ್ದಾರರು ಹಾಗೂ ಜನನ ಮತ್ತು ಮರಣ ನೋಂದಣಾಧಿಕಾರಿಗಳು, ಹೊಸಪೇಟೆ ...ಎದುರುದಾರರು. ಮೇಲೆ ಕಾಣಿಸಿದ ಅರ್ಜಿದಾರರು ತಮ್ಮ ಅಜ್ಜಿಯವರಾದ ದಿವಂಗತ ಶ್ರೀಮತಿ ನಾಗಮ್ಮ ಇವರ ಮರಣದ ದಿನಾಂಕ 10/06/1990 ರಂದು ಮರಣ ಹೊಂದಿದ್ದು ದಾಖಲಿಸಲು ನ್ಯಾಯಾಲಯಕ್ಕೆ ಅರ್ಜಿ ಸಲ್ಲಿಸಿರುತ್ತಾರೆ. ಈ ಬಗ್ಗೆ ಯಾರಿಗಾದರೂ ಆಕ್ಷೇಪಣೆಗಳಿದ್ದಲ್ಲಿ ದಿನಾಂಕ:15-09-2025 ರಂದು ಬೆಳಿಗ್ಗೆ 11.00 ಗಂಟೆಗೆ ಖುದ್ದಾಗಿ ಅಥವಾ ವಕೀಲರ ಮುಖಾಂತರ ಹಾಜರಾಗಿ ಆಕ್ಷೇಪಣೆ ಸಲ್ಲಿಸಬಹುದು. ತಪ್ಪಿದಲ್ಲಿ ಅರ್ಜಿಯನ್ನು ಏಕಪಕ್ಷೀಯವಾಗಿ ತೀರ್ಮಾನಿಸಲಾಗುವುದು. ದಿನಾಂಕ :22/08/2025 ರಂದು ನನ್ನ ಸಹಿ ಹಾಗೂ ನ್ಯಾಯಾಲಯದ ಮೊಹರಿನೊಂದಿಗೆ ನೀಡಲಾಗಿದೆ.	[716, 1173, 930, 1244]
court-notice-heading: IN THE COURT OF THE HONOURABLE ADDITIONAL CIVIL JUDGE AND JM.FC.HOSAPETE.	[23, 1137, 229, 1155]
story2-iec-term: (Intensified IEC Campaign)	[10, 788, 158, 808]
sidebar-address: ಗುರು ಸಚ್ಚಿದಾನಂದ ಲೈನ್ ಮೇನ್‌ಬಜಾರ್, ಹೊಸಪೇಟೆ ವಿಜಯನಗರ ಜಿಲ್ಲೆ.	[764, 177, 939, 197]
sidebar-email-row	[769, 448, 934, 459]
court-notice-vs: -vs-	[120, 1176, 132, 1185]
story4-column-2	[302, 992, 468, 1122]
